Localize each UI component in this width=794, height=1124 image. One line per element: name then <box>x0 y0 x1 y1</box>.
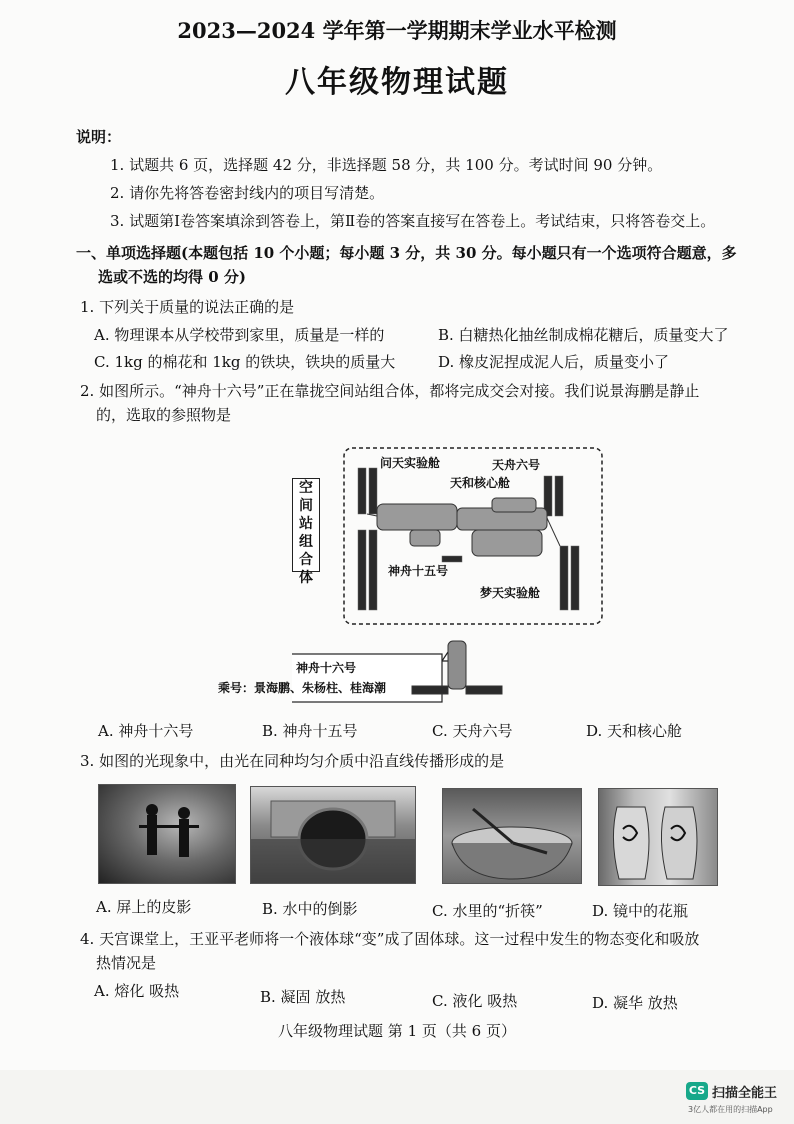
station-label-box: 空间站组合体 <box>292 478 320 572</box>
callout-title: 神舟十六号 <box>295 661 356 675</box>
tianzhou-label: 天舟六号 <box>492 458 541 472</box>
note-1: 1. 试题共 6 页，选择题 42 分，非选择题 58 分，共 100 分。考试时间 90 分钟。 <box>110 156 663 174</box>
section-heading-line2: 选或不选的均得 0 分) <box>98 268 246 286</box>
callout-crew: 乘号：景海鹏、朱杨柱、桂海潮 <box>218 681 387 695</box>
notes-label: 说明： <box>76 128 122 146</box>
tianhe-label: 天和核心舱 <box>450 476 511 490</box>
page-footer: 八年级物理试题 第 1 页（共 6 页） <box>278 1022 516 1040</box>
q3-stem: 3. 如图的光现象中，由光在同种均匀介质中沿直线传播形成的是 <box>80 752 505 770</box>
q4-stem-line2: 热情况是 <box>96 954 157 972</box>
bowl-drawing <box>443 789 581 883</box>
vase-drawing <box>599 789 717 885</box>
q1-option-a: A. 物理课本从学校带到家里，质量是一样的 <box>94 326 385 344</box>
q4-stem-line1: 4. 天宫课堂上，王亚平老师将一个液体球“变”成了固体球。这一过程中发生的物态变化和吸放 <box>80 930 700 948</box>
bridge-drawing <box>251 787 415 883</box>
q2-option-d: D. 天和核心舱 <box>586 722 683 740</box>
q2-option-b: B. 神舟十五号 <box>262 722 358 740</box>
q2-stem-line1: 2. 如图所示。“神舟十六号”正在靠拢空间站组合体，都将完成交会对接。我们说景海鹏是静止 <box>80 382 700 400</box>
note-3: 3. 试题第Ⅰ卷答案填涂到答卷上，第Ⅱ卷的答案直接写在答卷上。考试结束，只将答卷交上。 <box>110 212 716 230</box>
q4-option-c: C. 液化 吸热 <box>432 992 518 1010</box>
q2-option-a: A. 神舟十六号 <box>98 722 194 740</box>
mengtian-label: 梦天实验舱 <box>480 586 541 600</box>
q1-option-c: C. 1kg 的棉花和 1kg 的铁块，铁块的质量大 <box>94 353 396 371</box>
shadow-puppet-image <box>98 784 236 884</box>
section-heading-line1: 一、单项选择题(本题包括 10 个小题；每小题 3 分，共 30 分。每小题只有一个选项符合题意，多 <box>76 244 737 262</box>
camscanner-logo-icon: CS <box>686 1082 708 1100</box>
q1-stem: 1. 下列关于质量的说法正确的是 <box>80 298 295 316</box>
mirror-vase-image <box>598 788 718 886</box>
bent-chopstick-image <box>442 788 582 884</box>
q1-option-d: D. 橡皮泥捏成泥人后，质量变小了 <box>438 353 670 371</box>
q4-option-a: A. 熔化 吸热 <box>94 982 180 1000</box>
camscanner-name: 扫描全能王 <box>712 1086 778 1101</box>
subject-title: 八年级物理试题 <box>285 65 509 100</box>
wentian-label: 问天实验舱 <box>380 456 441 470</box>
q3-option-a: A. 屏上的皮影 <box>96 898 192 916</box>
q4-option-b: B. 凝固 放热 <box>260 988 346 1006</box>
shadow-puppet-figure <box>99 785 235 883</box>
shenzhou15-label: 神舟十五号 <box>388 564 449 578</box>
exam-title: 2023—2024 学年第一学期期末学业水平检测 <box>177 18 617 43</box>
q2-option-c: C. 天舟六号 <box>432 722 513 740</box>
q3-option-c: C. 水里的“折筷” <box>432 902 543 920</box>
note-2: 2. 请你先将答卷密封线内的项目写清楚。 <box>110 184 385 202</box>
bridge-reflection-image <box>250 786 416 884</box>
q3-option-d: D. 镜中的花瓶 <box>592 902 689 920</box>
q3-option-b: B. 水中的倒影 <box>262 900 358 918</box>
camscanner-tagline: 3亿人都在用的扫描App <box>688 1105 773 1114</box>
q2-stem-line2: 的，选取的参照物是 <box>96 406 232 424</box>
q4-option-d: D. 凝华 放热 <box>592 994 678 1012</box>
q1-option-b: B. 白糖热化抽丝制成棉花糖后，质量变大了 <box>438 326 729 344</box>
